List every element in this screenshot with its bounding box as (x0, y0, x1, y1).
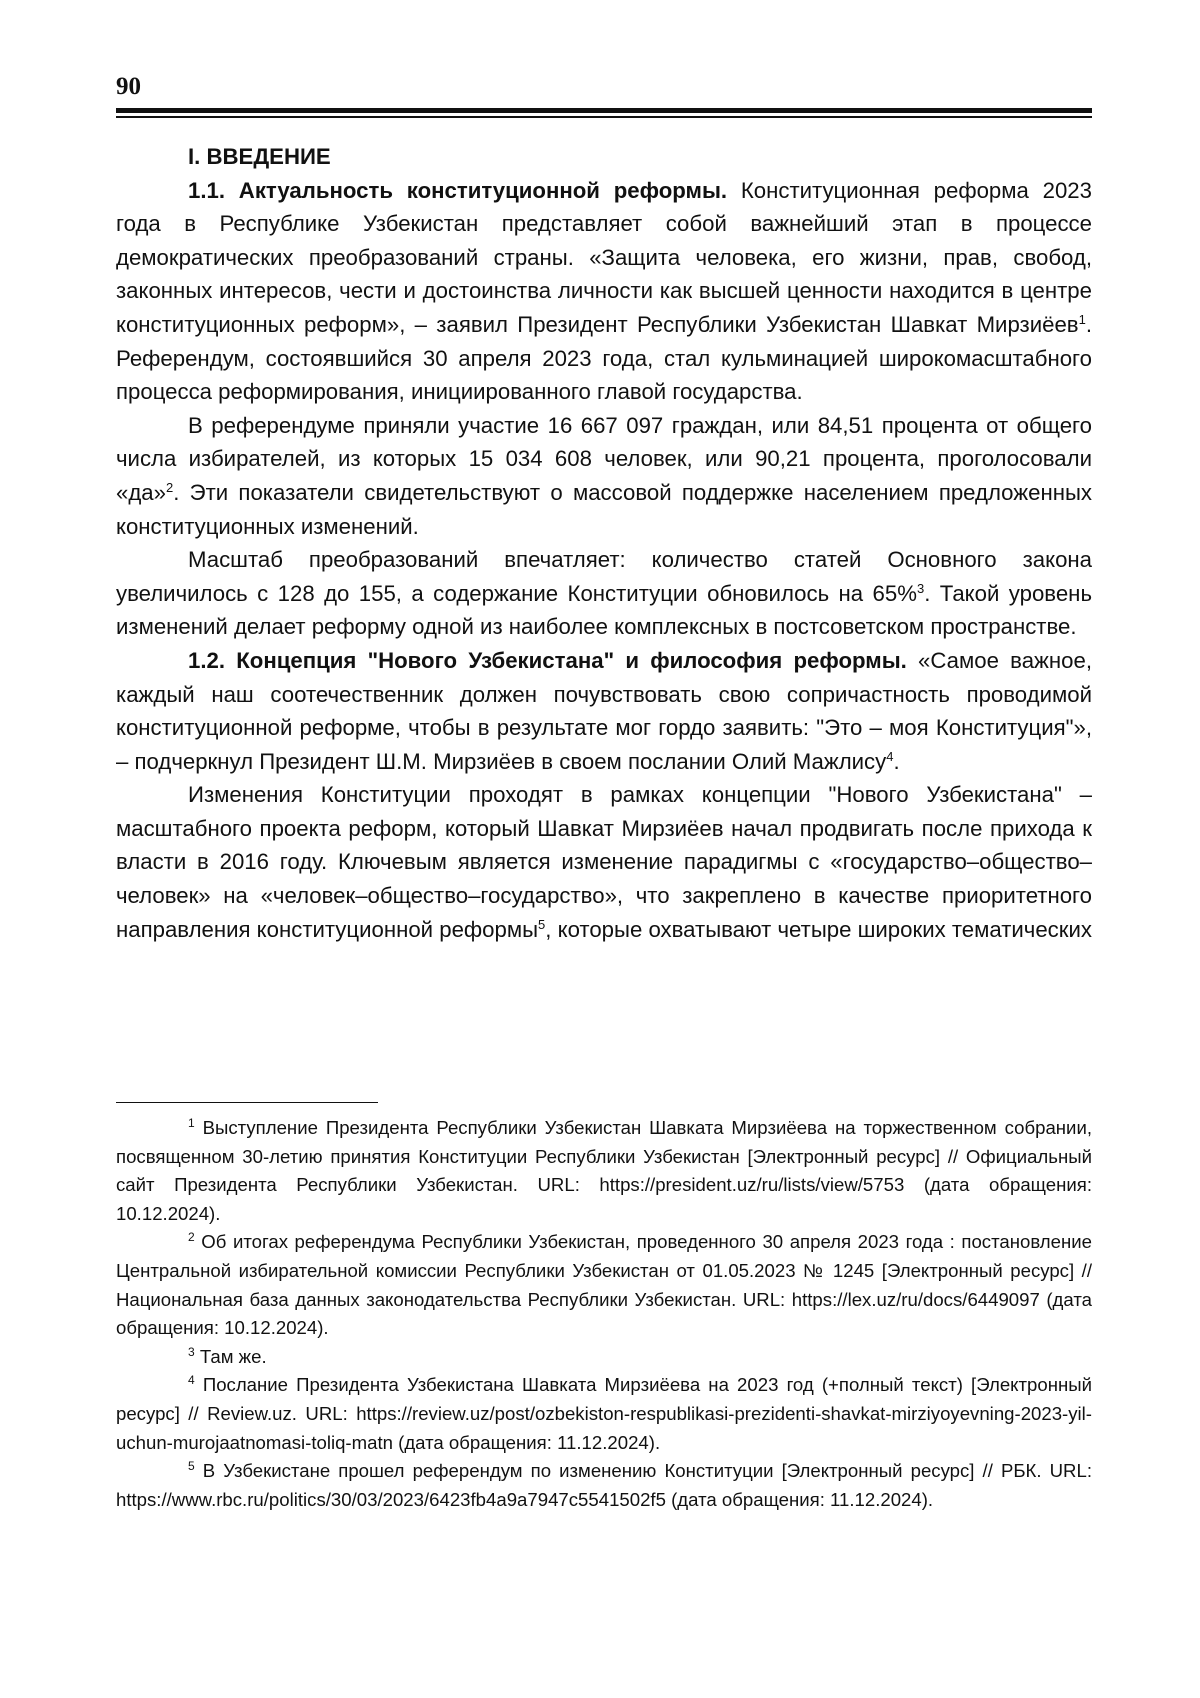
footnote-text: Послание Президента Узбекистана Шавката Мирзиёева на 2023 год (+полный текст) [Электронный ресурс] // Review.uz. URL: https://review.uz/post/ozbekiston-respublikasi-prezidenti-shavkat-mirziyoyevning-2023-yil-uchun-murojaatnomasi-toliq-matn (дата обращения: 11.12.2024). (116, 1374, 1092, 1453)
page-number: 90 (116, 73, 141, 100)
footnote-text: Там же. (194, 1345, 267, 1367)
footnote-ref[interactable]: 3 (916, 580, 925, 596)
paragraph-new-uzbekistan (116, 778, 1092, 946)
footnote-number: 2 (188, 1230, 195, 1245)
footnote-ref[interactable]: 1 (1078, 311, 1086, 327)
paragraph-text: «Самое важное, каждый наш соотечественник должен почувствовать свою сопричастность проводимой конституционной реформе, чтобы в результате мог гордо заявить: "Это – моя Конституция"», – подчеркнул Президент Ш.М. Мирзиёев в своем послании Олий Мажлису (116, 647, 1092, 774)
footnote-text: Выступление Президента Республики Узбекистан Шавката Мирзиёева на торжественном собрании, посвященном 30-летию принятия Конституции Республики Узбекистан [Электронный ресурс] // Официальный сайт Президента Республики Узбекистан. URL: https://president.uz/ru/lists/view/5753 (дата обращения: 10.12.2024). (116, 1117, 1092, 1224)
footnote (116, 1114, 1092, 1228)
subsection-heading-1-2: 1.2. Концепция "Нового Узбекистана" и философия реформы. (188, 647, 907, 673)
footnote-number: 4 (188, 1373, 195, 1388)
subsection-heading-1-1: 1.1. Актуальность конституционной реформы. (188, 177, 728, 203)
footnote-number: 3 (188, 1344, 195, 1359)
paragraph-text: Масштаб преобразований впечатляет: количество статей Основного закона увеличилось с 128 до 155, а содержание Конституции обновилось на 65% (116, 547, 1092, 606)
paragraph-text: . Такой уровень изменений делает реформу одной из наиболее комплексных в постсоветском пространстве. (116, 580, 1092, 640)
footnote (116, 1343, 1092, 1372)
paragraph-1-2 (116, 644, 1092, 778)
footnote-number: 5 (188, 1459, 195, 1474)
footnote-text: В Узбекистане прошел референдум по изменению Конституции [Электронный ресурс] // РБК. URL: https://www.rbc.ru/politics/30/03/2023/6423fb4a9a7947c5541502f5 (дата обращения: 11.12.2024). (116, 1460, 1092, 1510)
footnote-ref[interactable]: 5 (538, 916, 546, 932)
header-rule-thick (116, 108, 1092, 113)
header-rule-thin (116, 116, 1092, 118)
paragraph-1-1 (116, 174, 1092, 409)
paragraph-text: . Референдум, состоявшийся 30 апреля 2023 года, стал кульминацией широкомасштабного процесса реформирования, инициированного главой государства. (116, 311, 1092, 405)
footnote-ref[interactable]: 2 (165, 479, 174, 495)
footnote (116, 1371, 1092, 1457)
main-text (116, 140, 1092, 946)
paragraph-text: . Эти показатели свидетельствуют о массовой поддержке населением предложенных конституционных изменений. (116, 479, 1092, 539)
footnote-text: Об итогах референдума Республики Узбекистан, проведенного 30 апреля 2023 года : постановление Центральной избирательной комиссии Республики Узбекистан от 01.05.2023 № 1245 [Электронный ресурс] // Национальная база данных законодательства Республики Узбекистан. URL: https://lex.uz/ru/docs/6449097 (дата обращения: 10.12.2024). (116, 1231, 1092, 1339)
footnotes (116, 1114, 1092, 1514)
footnote (116, 1228, 1092, 1342)
paragraph-text: В референдуме приняли участие 16 667 097 граждан, или 84,51 процента от общего числа избирателей, из которых 15 034 608 человек, или 90,21 процента, проголосовали «да» (116, 412, 1092, 505)
paragraph-scale (116, 543, 1092, 644)
footnote-ref[interactable]: 4 (886, 748, 894, 764)
footnote (116, 1457, 1092, 1514)
paragraph-text: Конституционная реформа 2023 года в Республике Узбекистан представляет собой важнейший этап в процессе демократических преобразований страны. «Защита человека, его жизни, прав, свобод, законных интересов, чести и достоинства личности как высшей ценности находится в центре конституционных реформ», – заявил Президент Республики Узбекистан Шавкат Мирзиёев (116, 177, 1092, 337)
paragraph-text: . (893, 748, 900, 774)
footnote-number: 1 (188, 1116, 195, 1130)
paragraph-text: Изменения Конституции проходят в рамках концепции "Нового Узбекистана" – масштабного проекта реформ, который Шавкат Мирзиёев начал продвигать после прихода к власти в 2016 году. Ключевым является изменение парадигмы с «государство–общество–человек» на «человек–общество–государство», что закреплено в качестве приоритетного направления конституционной реформы (116, 782, 1092, 942)
paragraph-text: , которые охватывают четыре широких тематических (545, 916, 1092, 942)
section-heading: I. ВВЕДЕНИЕ (188, 144, 331, 169)
paragraph-referendum (116, 409, 1092, 543)
footnote-separator (116, 1102, 378, 1103)
